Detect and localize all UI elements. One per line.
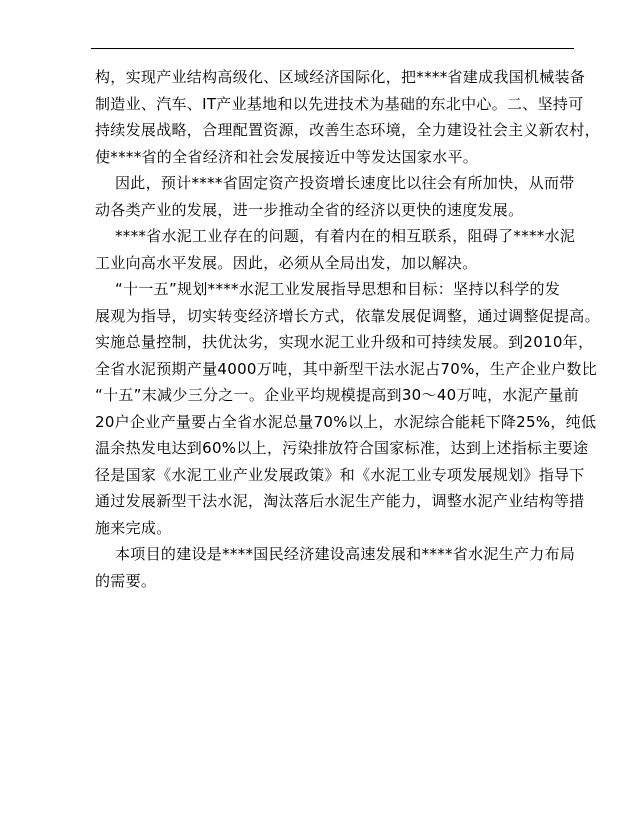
paragraph-first-line: 因此，预计****省固定资产投资增长速度比以往会有所加快，从而带 [115,174,575,192]
header-rule [91,48,574,49]
text-line: 实施总量控制，扶优汰劣，实现水泥工业升级和可持续发展。到2010年， [95,333,594,351]
text-line: 持续发展战略，合理配置资源，改善生态环境，全力建设社会主义新农村， [95,121,600,139]
text-line: 温余热发电达到60%以上，污染排放符合国家标准，达到上述指标主要途 [95,439,589,457]
document-body [95,64,600,594]
text-line: 20户企业产量要占全省水泥总量70%以上，水泥综合能耗下降25%，纯低 [95,412,597,431]
paragraph-first-line: ****省水泥工业存在的问题，有着内在的相互联系，阻碍了****水泥 [115,227,576,245]
paragraph-first-line: “十一五”规划****水泥工业发展指导思想和目标：坚持以科学的发 [115,280,561,298]
text-line: 制造业、汽车、IT产业基地和以先进技术为基础的东北中心。二、坚持可 [95,94,584,113]
paragraph-first-line: 本项目的建设是****国民经济建设高速发展和****省水泥生产力布局 [115,545,576,563]
text-line: 通过发展新型干法水泥，淘汰落后水泥生产能力，调整水泥产业结构等措 [95,492,585,510]
text-line: 工业向高水平发展。因此，必须从全局出发，加以解决。 [95,253,478,272]
text-line: 径是国家《水泥工业产业发展政策》和《水泥工业专项发展规划》指导下 [95,465,585,484]
text-line: 的需要。 [95,571,157,590]
text-line: 使****省的全省经济和社会发展接近中等发达国家水平。 [95,147,479,166]
text-line: 构，实现产业结构高级化、区域经济国际化，把****省建成我国机械装备 [95,68,586,86]
text-line: 动各类产业的发展，进一步推动全省的经济以更快的速度发展。 [95,200,524,219]
text-line: 施来完成。 [95,518,172,537]
text-line: 全省水泥预期产量4000万吨，其中新型干法水泥占70%，生产企业户数比 [95,359,598,378]
text-line: 展观为指导，切实转变经济增长方式，依靠发展促调整，通过调整促提高。 [95,306,600,325]
text-line: “十五”末减少三分之一。企业平均规模提高到30～40万吨，水泥产量前 [95,386,579,404]
